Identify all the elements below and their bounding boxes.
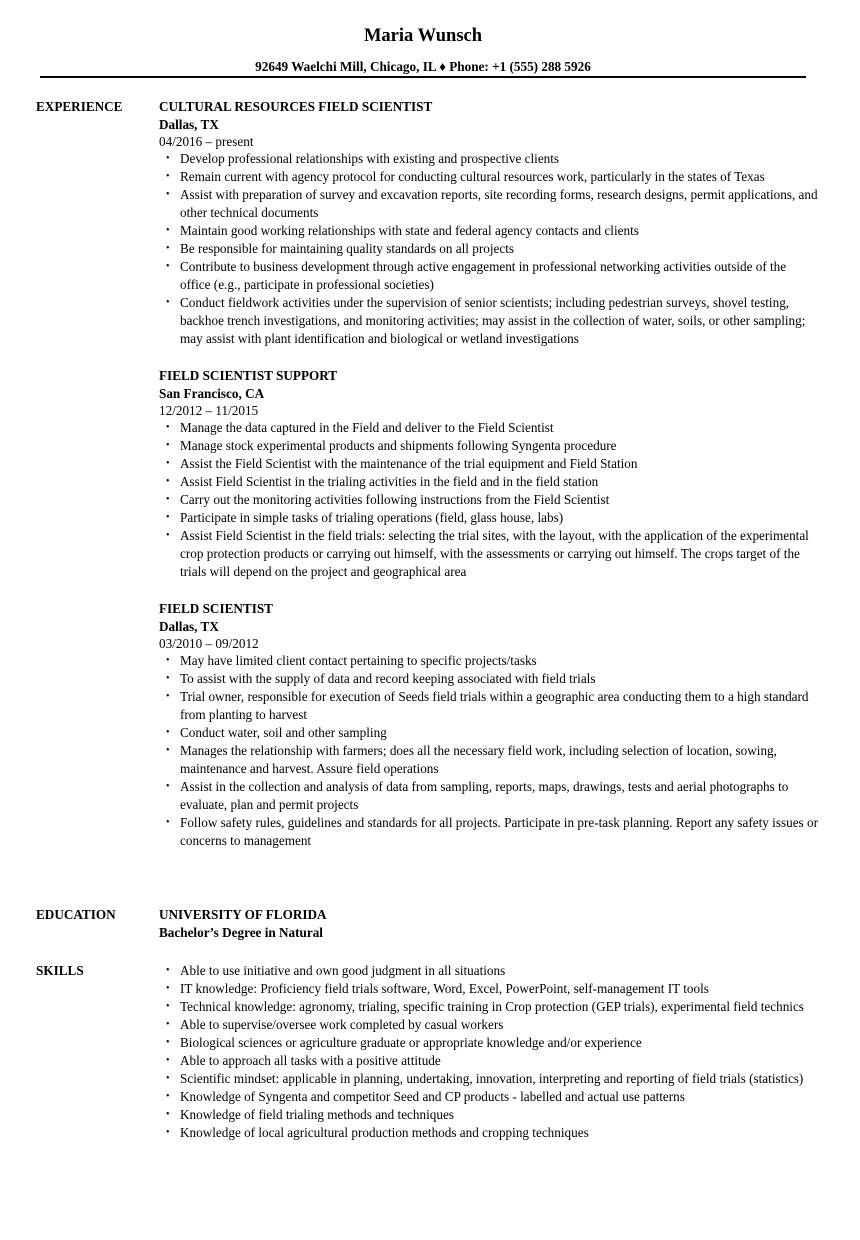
bullet-text: Carry out the monitoring activities following instructions from the Field Scientist (180, 492, 610, 507)
list-item (159, 150, 819, 168)
list-item (159, 1052, 819, 1070)
bullet-text: Manage the data captured in the Field and deliver to the Field Scientist (180, 420, 554, 435)
bullet-icon: • (166, 727, 170, 738)
list-item (159, 419, 819, 437)
section-label-experience: EXPERIENCE (36, 99, 123, 114)
bullet-text: Scientific mindset: applicable in planning, undertaking, innovation, interpreting and reporting of field trials (statistics) (180, 1071, 804, 1086)
bullet-icon: • (166, 781, 170, 792)
bullet-icon: • (166, 171, 170, 182)
bullet-text: Able to approach all tasks with a positive attitude (180, 1053, 441, 1068)
list-item (159, 962, 819, 980)
bullet-icon: • (166, 1127, 170, 1138)
job-title: FIELD SCIENTIST (159, 601, 273, 616)
list-item (159, 168, 819, 186)
bullet-text: Maintain good working relationships with state and federal agency contacts and clients (180, 223, 639, 238)
bullet-text: Manages the relationship with farmers; does all the necessary field work, including selection of location, sowing, maintenance and harvest. Assure field operations (180, 743, 777, 776)
bullet-text: IT knowledge: Proficiency field trials software, Word, Excel, PowerPoint, self-management IT tools (180, 981, 709, 996)
contact-line: 92649 Waelchi Mill, Chicago, IL ♦ Phone: +1 (555) 288 5926 (255, 59, 591, 74)
bullet-text: Remain current with agency protocol for conducting cultural resources work, particularly in the states of Texas (180, 169, 765, 184)
list-item (159, 778, 819, 814)
bullet-text: Assist in the collection and analysis of data from sampling, reports, maps, drawings, tests and aerial photographs to evaluate, plan and permit projects (180, 779, 789, 812)
list-item (159, 240, 819, 258)
job-dates: 12/2012 – 11/2015 (159, 403, 259, 418)
bullet-icon: • (166, 1037, 170, 1048)
list-item (159, 1034, 819, 1052)
bullet-text: Participate in simple tasks of trialing operations (field, glass house, labs) (180, 510, 564, 525)
bullet-text: Technical knowledge: agronomy, trialing, specific training in Crop protection (GEP trials), experimental field technics (180, 999, 804, 1014)
job-bullets (159, 150, 819, 348)
list-item (159, 491, 819, 509)
bullet-text: Assist with preparation of survey and excavation reports, site recording forms, research designs, permit applications, and other technical documents (180, 187, 818, 220)
bullet-text: Conduct water, soil and other sampling (180, 725, 387, 740)
list-item (159, 688, 819, 724)
bullet-icon: • (166, 1109, 170, 1120)
list-item (159, 814, 819, 850)
bullet-text: Knowledge of local agricultural production methods and cropping techniques (180, 1125, 589, 1140)
job-location: San Francisco, CA (159, 386, 265, 401)
skills-list (159, 962, 819, 1142)
list-item (159, 742, 819, 778)
list-item (159, 222, 819, 240)
list-item (159, 186, 819, 222)
bullet-text: Knowledge of Syngenta and competitor Seed and CP products - labelled and actual use patterns (180, 1089, 685, 1104)
bullet-text: To assist with the supply of data and record keeping associated with field trials (180, 671, 596, 686)
list-item (159, 258, 819, 294)
bullet-icon: • (166, 1091, 170, 1102)
section-label-education: EDUCATION (36, 907, 116, 922)
bullet-text: Follow safety rules, guidelines and standards for all projects. Participate in pre-task planning. Report any safety issues or concerns to management (180, 815, 818, 848)
education-school: UNIVERSITY OF FLORIDA (159, 907, 327, 922)
job-location: Dallas, TX (159, 619, 219, 634)
job-bullets (159, 419, 819, 581)
bullet-text: Able to use initiative and own good judgment in all situations (180, 963, 506, 978)
list-item (159, 1124, 819, 1142)
bullet-icon: • (166, 422, 170, 433)
bullet-icon: • (166, 458, 170, 469)
list-item (159, 509, 819, 527)
experience-body (159, 98, 819, 869)
job-entry (159, 600, 819, 850)
bullet-icon: • (166, 261, 170, 272)
bullet-icon: • (166, 745, 170, 756)
bullet-icon: • (166, 494, 170, 505)
list-item (159, 1070, 819, 1088)
list-item (159, 1088, 819, 1106)
list-item (159, 724, 819, 742)
bullet-icon: • (166, 817, 170, 828)
list-item (159, 294, 819, 348)
bullet-icon: • (166, 530, 170, 541)
bullet-icon: • (166, 189, 170, 200)
bullet-icon: • (166, 153, 170, 164)
job-entry (159, 367, 819, 581)
list-item (159, 998, 819, 1016)
list-item (159, 437, 819, 455)
list-item (159, 1016, 819, 1034)
bullet-icon: • (166, 243, 170, 254)
bullet-icon: • (166, 440, 170, 451)
bullet-icon: • (166, 1019, 170, 1030)
header-divider (40, 76, 806, 78)
bullet-text: Assist Field Scientist in the field trials: selecting the trial sites, with the layout, with the application of the experimental crop protection products or carrying out himself, with the assessments or carrying out himself. The crops target of the trials will depend on the project and geographical area (180, 528, 809, 579)
bullet-text: Trial owner, responsible for execution of Seeds field trials within a geographic area conducting them to a high standard from planting to harvest (180, 689, 809, 722)
bullet-text: Assist Field Scientist in the trialing activities in the field and in the field station (180, 474, 599, 489)
job-dates: 04/2016 – present (159, 134, 254, 149)
bullet-icon: • (166, 673, 170, 684)
bullet-text: Manage stock experimental products and shipments following Syngenta procedure (180, 438, 617, 453)
bullet-text: Conduct fieldwork activities under the supervision of senior scientists; including pedestrian surveys, shovel testing, backhoe trench investigations, and monitoring activities; may assist in the collection of water, soils, or other sampling; may assist with plant identification and biological or wetland investigations (180, 295, 806, 346)
bullet-icon: • (166, 965, 170, 976)
job-bullets (159, 652, 819, 850)
bullet-icon: • (166, 1001, 170, 1012)
bullet-icon: • (166, 1073, 170, 1084)
bullet-text: Able to supervise/oversee work completed by casual workers (180, 1017, 504, 1032)
job-entry (159, 98, 819, 348)
education-degree: Bachelor’s Degree in Natural (159, 925, 323, 940)
bullet-icon: • (166, 512, 170, 523)
job-dates: 03/2010 – 09/2012 (159, 636, 259, 651)
list-item (159, 1106, 819, 1124)
bullet-text: Knowledge of field trialing methods and techniques (180, 1107, 454, 1122)
list-item (159, 455, 819, 473)
candidate-name: Maria Wunsch (363, 26, 483, 46)
bullet-text: Develop professional relationships with existing and prospective clients (180, 151, 560, 166)
list-item (159, 527, 819, 581)
job-title: CULTURAL RESOURCES FIELD SCIENTIST (159, 99, 433, 114)
list-item (159, 652, 819, 670)
bullet-text: Assist the Field Scientist with the maintenance of the trial equipment and Field Station (180, 456, 638, 471)
bullet-text: Biological sciences or agriculture graduate or appropriate knowledge and/or experience (180, 1035, 642, 1050)
list-item (159, 473, 819, 491)
list-item (159, 980, 819, 998)
bullet-icon: • (166, 225, 170, 236)
bullet-icon: • (166, 297, 170, 308)
list-item (159, 670, 819, 688)
skills-body (159, 962, 819, 1142)
bullet-icon: • (166, 983, 170, 994)
job-location: Dallas, TX (159, 117, 219, 132)
bullet-icon: • (166, 691, 170, 702)
bullet-icon: • (166, 1055, 170, 1066)
bullet-text: Contribute to business development through active engagement in professional networking activities outside of the office (e.g., participate in professional societies) (180, 259, 787, 292)
bullet-text: May have limited client contact pertaining to specific projects/tasks (180, 653, 537, 668)
bullet-icon: • (166, 476, 170, 487)
bullet-text: Be responsible for maintaining quality standards on all projects (180, 241, 515, 256)
education-body (159, 906, 819, 942)
bullet-icon: • (166, 655, 170, 666)
section-label-skills: SKILLS (36, 963, 84, 978)
job-title: FIELD SCIENTIST SUPPORT (159, 368, 338, 383)
